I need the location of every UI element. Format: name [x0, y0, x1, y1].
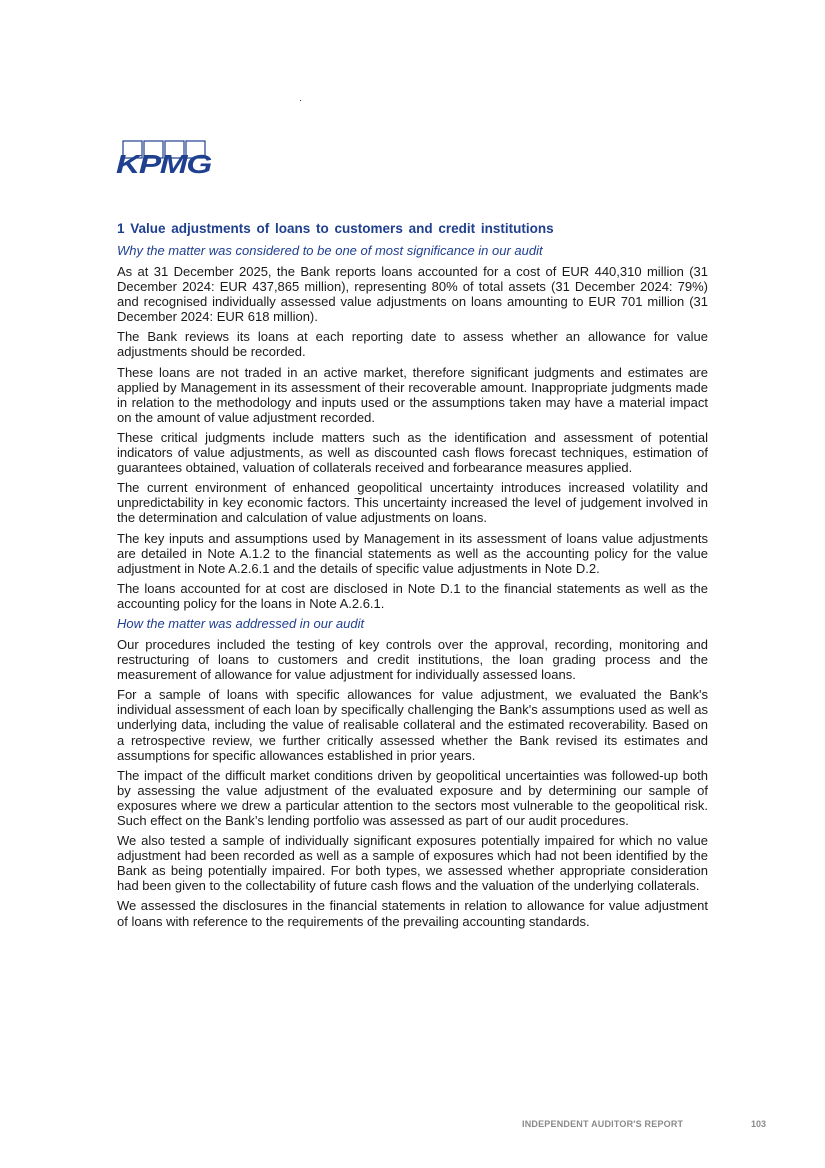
paragraph: These critical judgments include matters such as the identification and assessment of potential indicators of value adjustments, as well as discounted cash flows forecast techniques, estimation of guarantees obtained, valuation of collaterals received and forbearance measures applied.	[117, 429, 708, 476]
paragraph: These loans are not traded in an active market, therefore significant judgments and estimates are applied by Management in its assessment of their recoverable amount. Inappropriate judgments made in relation to the methodology and inputs used or the assumptions taken may have a material impact on the amount of value adjustment recorded.	[117, 364, 708, 425]
paragraph: We assessed the disclosures in the financial statements in relation to allowance for value adjustment of loans with reference to the requirements of the prevailing accounting standards.	[117, 898, 708, 929]
paragraph: The current environment of enhanced geopolitical uncertainty introduces increased volatility and unpredictability in key economic factors. This uncertainty increased the level of judgement involved in the determination and calculation of value adjustments on loans.	[117, 480, 708, 526]
paragraph: The key inputs and assumptions used by Management in its assessment of loans value adjustments are detailed in Note A.1.2 to the financial statements as well as the accounting policy for the value adjustment in Note A.2.6.1 and the details of specific value adjustments in Note D.2.	[117, 530, 708, 576]
kpmg-logo	[116, 140, 216, 180]
section-heading: 1 Value adjustments of loans to customers and credit institutions	[117, 221, 554, 236]
stray-dot	[300, 100, 301, 101]
paragraph: The loans accounted for at cost are disclosed in Note D.1 to the financial statements as well as the accounting policy for the loans in Note A.2.6.1.	[117, 580, 708, 611]
paragraph: For a sample of loans with specific allowances for value adjustment, we evaluated the Bank's individual assessment of each loan by specifically challenging the Bank's assumptions used as well as underlying data, including the value of realisable collateral and the estimated recoverability. Based on a retrospective review, we further critically assessed whether the Bank revised its estimates and assumptions for specific allowances established in prior years.	[117, 687, 708, 763]
paragraph: We also tested a sample of individually significant exposures potentially impaired for which no value adjustment had been recorded as well as a sample of exposures which had not been identified by the Bank as being potentially impaired. For both types, we assessed whether appropriate consideration had been given to the collectability of future cash flows and the valuation of the underlying collaterals.	[117, 833, 708, 894]
how-subheading: How the matter was addressed in our audit	[117, 615, 365, 631]
why-subheading: Why the matter was considered to be one of most significance in our audit	[117, 243, 543, 258]
paragraph: The Bank reviews its loans at each reporting date to assess whether an allowance for value adjustments should be recorded.	[117, 329, 708, 360]
footer-label: INDEPENDENT AUDITOR'S REPORT	[522, 1119, 684, 1129]
paragraph: Our procedures included the testing of key controls over the approval, recording, monitoring and restructuring of loans to customers and credit institutions, the loan grading process and the measurement of allowance for value adjustment for individually assessed loans.	[117, 636, 708, 683]
key-audit-matter	[117, 220, 708, 934]
paragraph: The impact of the difficult market conditions driven by geopolitical uncertainties was followed-up both by assessing the value adjustment of the evaluated exposure and by determining our sample of exposures where we drew a particular attention to the sectors most vulnerable to the geopolitical risk. Such effect on the Bank’s lending portfolio was assessed as part of our audit procedures.	[117, 767, 708, 828]
page-number: 103	[751, 1119, 767, 1129]
paragraph: As at 31 December 2025, the Bank reports loans accounted for a cost of EUR 440,310 million (31 December 2024: EUR 437,865 million), representing 80% of total assets (31 December 2024: 79%) and recognised individually assessed value adjustments on loans amounting to EUR 701 million (31 December 2024: EUR 618 million).	[117, 264, 708, 325]
kpmg-logo-text: KPMG	[116, 149, 212, 179]
